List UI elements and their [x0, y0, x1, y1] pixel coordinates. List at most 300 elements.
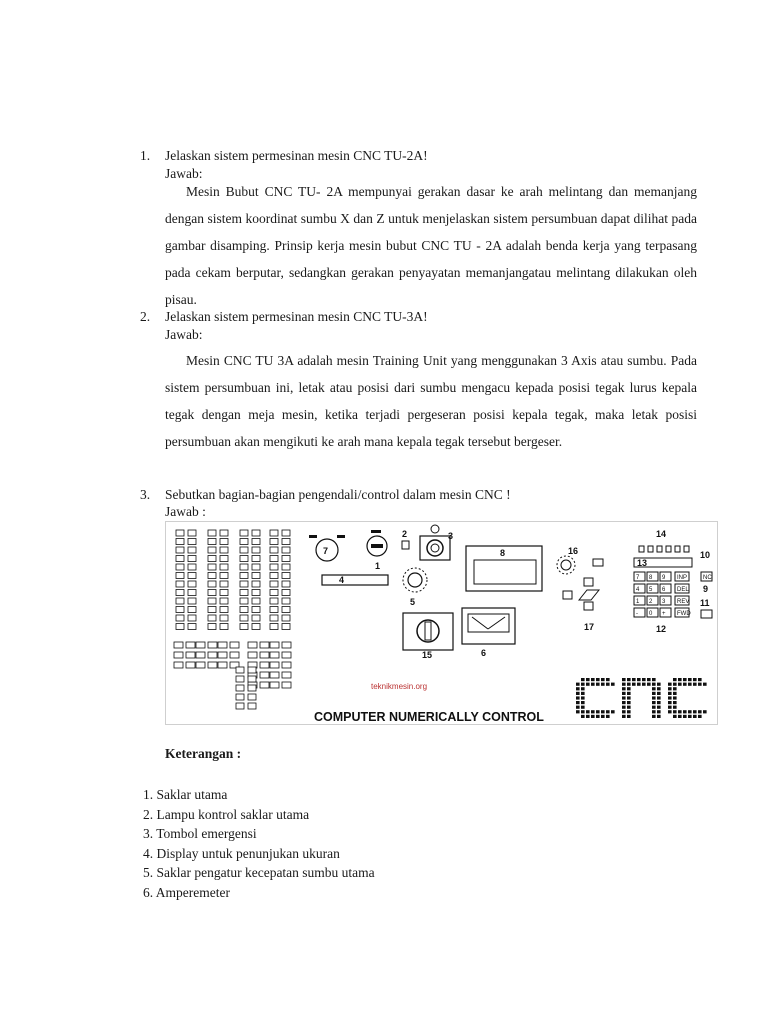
question-number: 2. — [140, 309, 151, 324]
legend-item: 1. Saklar utama — [143, 787, 228, 802]
indicator-box — [188, 624, 196, 630]
lamp-2 — [402, 529, 409, 549]
indicator-box — [196, 662, 205, 668]
indicator-box — [282, 662, 291, 668]
part-number-6: 6 — [481, 648, 487, 658]
part-number-2: 2 — [402, 529, 408, 539]
indicator-box — [282, 564, 290, 570]
indicator-box — [208, 642, 217, 648]
part-number-14: 14 — [656, 529, 667, 539]
part-number-10: 10 — [700, 550, 711, 560]
indicator-box — [208, 662, 217, 668]
indicator-box — [240, 539, 248, 545]
logo-dot — [576, 692, 580, 695]
figure-caption: COMPUTER NUMERICALLY CONTROL — [314, 710, 544, 724]
logo-dot — [657, 683, 661, 686]
indicator-box — [248, 685, 256, 691]
axis-indicator — [684, 546, 689, 552]
logo-dot — [601, 710, 605, 713]
keypad-key-label: 1 — [636, 599, 640, 605]
logo-dot — [688, 683, 692, 686]
logo-dot — [657, 706, 661, 709]
indicator-box — [248, 652, 257, 658]
indicator-box — [282, 642, 291, 648]
indicator-box — [208, 530, 216, 536]
indicator-box — [236, 676, 244, 682]
answer-label: Jawab : — [165, 504, 206, 519]
indicator-box — [270, 539, 278, 545]
indicator-box — [260, 642, 269, 648]
logo-dot — [632, 678, 636, 681]
indicator-box — [270, 530, 278, 536]
indicator-box — [240, 573, 248, 579]
part-number-4: 4 — [339, 575, 345, 585]
indicator-box — [248, 703, 256, 709]
answer-label: Jawab: — [165, 327, 203, 342]
logo-dot — [596, 678, 600, 681]
question-number: 3. — [140, 487, 151, 502]
logo-dot — [606, 710, 610, 713]
indicator-box — [220, 547, 228, 553]
keypad-key-label: INP — [677, 575, 688, 581]
logo-dot — [622, 715, 626, 718]
indicator-box — [220, 539, 228, 545]
keypad-key-label: + — [662, 611, 666, 617]
logo-dot — [657, 687, 661, 690]
logo-dot — [693, 715, 697, 718]
knob-7 — [309, 535, 345, 561]
logo-dot — [591, 678, 595, 681]
keypad-key-label: 3 — [662, 599, 666, 605]
logo-dot — [652, 706, 656, 709]
indicator-box — [188, 590, 196, 596]
side-key-nc: NC — [703, 575, 712, 581]
axis-indicator — [639, 546, 644, 552]
logo-dot — [627, 683, 631, 686]
indicator-box — [270, 598, 278, 604]
indicator-box — [220, 615, 228, 621]
indicator-box — [188, 615, 196, 621]
buttons-17 — [563, 578, 599, 632]
indicator-box — [208, 607, 216, 613]
indicator-box — [176, 607, 184, 613]
logo-dot — [678, 678, 682, 681]
keypad-key-label: 7 — [636, 575, 640, 581]
logo-dot — [627, 706, 631, 709]
part-number-17: 17 — [584, 622, 595, 632]
indicator-box — [176, 530, 184, 536]
part-number-16: 16 — [568, 546, 579, 556]
indicator-box — [270, 662, 279, 668]
indicator-box — [252, 573, 260, 579]
logo-dot — [586, 710, 590, 713]
logo-dot — [668, 706, 672, 709]
indicator-box — [270, 642, 279, 648]
logo-dot — [693, 683, 697, 686]
indicator-box — [270, 682, 279, 688]
indicator-bank — [174, 530, 291, 709]
indicator-box — [208, 581, 216, 587]
indicator-box — [176, 564, 184, 570]
logo-dot — [652, 710, 656, 713]
logo-dot — [652, 692, 656, 695]
indicator-box — [260, 682, 269, 688]
logo-dot — [668, 683, 672, 686]
indicator-box — [186, 662, 195, 668]
logo-dot — [647, 678, 651, 681]
indicator-box — [252, 564, 260, 570]
logo-dot — [581, 678, 585, 681]
indicator-box — [208, 539, 216, 545]
indicator-box — [282, 590, 290, 596]
logo-dot — [596, 683, 600, 686]
logo-dot — [601, 678, 605, 681]
indicator-box — [270, 672, 279, 678]
indicator-box — [282, 652, 291, 658]
legend-title: Keterangan : — [165, 746, 242, 761]
question-text: Jelaskan sistem permesinan mesin CNC TU-3A! — [165, 309, 428, 324]
indicator-box — [220, 573, 228, 579]
keypad-key-label: FWD — [677, 611, 691, 617]
indicator-box — [176, 598, 184, 604]
indicator-box — [220, 530, 228, 536]
indicator-box — [176, 547, 184, 553]
logo-dot — [627, 687, 631, 690]
part-number-5: 5 — [410, 597, 416, 607]
logo-dot — [576, 706, 580, 709]
indicator-box — [188, 598, 196, 604]
keypad-key-label: 6 — [662, 587, 666, 593]
indicator-box — [270, 615, 278, 621]
indicator-box — [252, 530, 260, 536]
indicator-box — [270, 590, 278, 596]
indicator-box — [220, 556, 228, 562]
logo-dot — [657, 701, 661, 704]
indicator-box — [208, 590, 216, 596]
logo-dot — [668, 696, 672, 699]
logo-dot — [657, 710, 661, 713]
indicator-box — [240, 590, 248, 596]
indicator-box — [218, 662, 227, 668]
keypad-key-label: - — [636, 611, 638, 617]
display-4 — [322, 575, 388, 585]
logo-dot — [673, 687, 677, 690]
switch-15 — [403, 613, 453, 660]
indicator-box — [188, 530, 196, 536]
logo-dot — [657, 692, 661, 695]
legend-item: 2. Lampu kontrol saklar utama — [143, 806, 310, 822]
legend-list — [143, 785, 375, 903]
indicator-box — [282, 607, 290, 613]
axis-indicator — [666, 546, 671, 552]
logo-dot — [693, 710, 697, 713]
logo-dot — [657, 715, 661, 718]
indicator-box — [186, 642, 195, 648]
indicator-box — [240, 624, 248, 630]
indicator-box — [282, 672, 291, 678]
indicator-box — [252, 598, 260, 604]
indicator-box — [252, 581, 260, 587]
logo-dot — [652, 715, 656, 718]
logo-dot — [581, 701, 585, 704]
indicator-box — [270, 652, 279, 658]
logo-dot — [627, 678, 631, 681]
part-number-1: 1 — [375, 561, 381, 571]
logo-dot — [622, 692, 626, 695]
logo-dot — [581, 692, 585, 695]
indicator-box — [174, 652, 183, 658]
legend-item: 3. Tombol emergensi — [143, 826, 257, 842]
indicator-box — [260, 672, 269, 678]
indicator-box — [188, 547, 196, 553]
indicator-box — [270, 573, 278, 579]
logo-dot — [647, 683, 651, 686]
part-number-11: 11 — [700, 598, 710, 608]
indicator-box — [188, 539, 196, 545]
logo-dot — [652, 701, 656, 704]
logo-dot — [683, 683, 687, 686]
indicator-box — [248, 676, 256, 682]
main-switch-1 — [367, 530, 387, 571]
logo-dot — [688, 678, 692, 681]
indicator-box — [282, 556, 290, 562]
indicator-box — [236, 667, 244, 673]
logo-dot — [581, 683, 585, 686]
indicator-box — [188, 556, 196, 562]
screen-8 — [466, 546, 542, 591]
part-number-3: 3 — [448, 531, 454, 541]
indicator-box — [186, 652, 195, 658]
indicator-box — [236, 685, 244, 691]
indicator-box — [282, 539, 290, 545]
logo-dot — [703, 710, 707, 713]
logo-dot — [668, 701, 672, 704]
indicator-box — [282, 615, 290, 621]
logo-dot — [673, 701, 677, 704]
ammeter-6 — [462, 608, 515, 658]
indicator-box — [196, 642, 205, 648]
indicator-box — [240, 607, 248, 613]
indicator-box — [236, 703, 244, 709]
indicator-box — [208, 564, 216, 570]
indicator-box — [208, 624, 216, 630]
logo-dot — [596, 715, 600, 718]
indicator-box — [270, 581, 278, 587]
logo-dot — [698, 715, 702, 718]
indicator-box — [236, 694, 244, 700]
answer-label: Jawab: — [165, 166, 203, 181]
logo-dot — [586, 715, 590, 718]
logo-dot — [581, 715, 585, 718]
legend-item: 5. Saklar pengatur kecepatan sumbu utama — [143, 865, 375, 881]
logo-dot — [673, 683, 677, 686]
axis-indicator — [675, 546, 680, 552]
logo-dot — [586, 678, 590, 681]
indicator-box — [282, 547, 290, 553]
indicator-box — [252, 624, 260, 630]
indicator-box — [282, 624, 290, 630]
indicator-box — [240, 556, 248, 562]
logo-dot — [652, 687, 656, 690]
keypad-key-label: DEL — [677, 587, 689, 593]
indicator-box — [220, 624, 228, 630]
indicator-box — [220, 564, 228, 570]
keypad-key-label: 8 — [649, 575, 653, 581]
indicator-box — [176, 573, 184, 579]
indicator-box — [208, 547, 216, 553]
indicator-box — [240, 581, 248, 587]
logo-dot — [627, 696, 631, 699]
keypad-key-label: 5 — [649, 587, 653, 593]
logo-dot — [673, 715, 677, 718]
part-number-7: 7 — [323, 546, 329, 556]
logo-dot — [606, 678, 610, 681]
indicator-box — [260, 662, 269, 668]
legend-item: 4. Display untuk penunjukan ukuran — [143, 845, 340, 861]
part-number-12: 12 — [656, 624, 667, 634]
indicator-box — [240, 615, 248, 621]
logo-dot — [652, 696, 656, 699]
part-number-13: 13 — [637, 558, 648, 568]
logo-dot — [622, 687, 626, 690]
logo-dot — [627, 701, 631, 704]
logo-dot — [576, 710, 580, 713]
logo-dot — [606, 715, 610, 718]
indicator-box — [260, 652, 269, 658]
control-panel-diagram — [166, 522, 717, 724]
logo-dot — [596, 710, 600, 713]
logo-dot — [668, 687, 672, 690]
indicator-box — [188, 564, 196, 570]
indicator-box — [240, 547, 248, 553]
indicator-box — [188, 573, 196, 579]
part-number-9: 9 — [703, 584, 709, 594]
logo-dot — [601, 715, 605, 718]
indicator-box — [208, 573, 216, 579]
logo-dot — [611, 683, 615, 686]
indicator-box — [240, 564, 248, 570]
indicator-box — [188, 581, 196, 587]
indicator-box — [174, 642, 183, 648]
keypad-key-label: 0 — [649, 611, 653, 617]
logo-dot — [693, 678, 697, 681]
logo-dot — [652, 683, 656, 686]
question-text: Sebutkan bagian-bagian pengendali/control dalam mesin CNC ! — [165, 487, 511, 502]
logo-dot — [591, 710, 595, 713]
part-number-8: 8 — [500, 548, 506, 558]
logo-dot — [632, 683, 636, 686]
logo-dot — [581, 706, 585, 709]
logo-dot — [637, 683, 641, 686]
indicator-box — [282, 581, 290, 587]
indicator-box — [176, 581, 184, 587]
logo-dot — [698, 710, 702, 713]
logo-dot — [622, 683, 626, 686]
keypad-section — [634, 529, 712, 634]
indicator-box — [176, 624, 184, 630]
logo-dot — [683, 710, 687, 713]
axis-indicator-row — [639, 546, 689, 552]
indicator-box — [208, 615, 216, 621]
logo-dot — [581, 696, 585, 699]
keypad-key-label: 2 — [649, 599, 653, 605]
logo-dot — [673, 710, 677, 713]
logo-dot — [627, 715, 631, 718]
logo-dot — [698, 683, 702, 686]
indicator-box — [270, 564, 278, 570]
logo-dot — [698, 678, 702, 681]
indicator-box — [196, 652, 205, 658]
logo-dot — [611, 710, 615, 713]
indicator-box — [248, 667, 256, 673]
logo-dot — [637, 678, 641, 681]
indicator-box — [208, 556, 216, 562]
logo-dot — [668, 710, 672, 713]
indicator-box — [230, 652, 239, 658]
indicator-box — [220, 590, 228, 596]
indicator-box — [240, 598, 248, 604]
indicator-box — [176, 539, 184, 545]
indicator-box — [252, 607, 260, 613]
question-number: 1. — [140, 148, 151, 163]
indicator-box — [220, 598, 228, 604]
indicator-box — [252, 615, 260, 621]
indicator-box — [252, 539, 260, 545]
indicator-box — [248, 642, 257, 648]
indicator-box — [240, 530, 248, 536]
watermark: teknikmesin.org — [371, 682, 428, 691]
logo-dot — [642, 683, 646, 686]
logo-dot — [586, 683, 590, 686]
indicator-box — [188, 607, 196, 613]
logo-dot — [673, 678, 677, 681]
logo-dot — [576, 683, 580, 686]
logo-dot — [622, 701, 626, 704]
logo-dot — [652, 678, 656, 681]
logo-dot — [606, 683, 610, 686]
logo-dot — [673, 696, 677, 699]
logo-dot — [673, 692, 677, 695]
logo-dot — [622, 678, 626, 681]
logo-dot — [642, 678, 646, 681]
indicator-box — [230, 642, 239, 648]
logo-dot — [668, 692, 672, 695]
keypad-key-label: 9 — [662, 575, 666, 581]
logo-dot — [678, 710, 682, 713]
logo-dot — [622, 710, 626, 713]
legend-item: 6. Amperemeter — [143, 884, 230, 900]
keypad-key-label: REV — [677, 599, 690, 605]
logo-dot — [591, 715, 595, 718]
indicator-box — [252, 590, 260, 596]
indicator-box — [248, 694, 256, 700]
indicator-box — [176, 556, 184, 562]
indicator-box — [176, 590, 184, 596]
logo-dot — [683, 678, 687, 681]
logo-dot — [601, 683, 605, 686]
part-number-15: 15 — [422, 650, 433, 660]
indicator-box — [208, 652, 217, 658]
indicator-box — [270, 556, 278, 562]
indicator-box — [218, 642, 227, 648]
logo-dot — [576, 687, 580, 690]
indicator-box — [270, 624, 278, 630]
logo-dot — [622, 706, 626, 709]
answer-paragraph: Mesin CNC TU 3A adalah mesin Training Unit yang menggunakan 3 Axis atau sumbu. Pada sistem persumbuan ini, letak atau posisi dari sumbu mengacu kepada posisi tegak lurus kepala tegak dengan meja mesin, ketika terjadi pergeseran posisi kepala tegak, maka letak posisi persumbuan akan mengikuti ke arah mana kepala tegak tersebut bergeser. — [165, 353, 697, 449]
cnc-logo — [576, 678, 707, 718]
logo-dot — [622, 696, 626, 699]
indicator-box — [270, 607, 278, 613]
